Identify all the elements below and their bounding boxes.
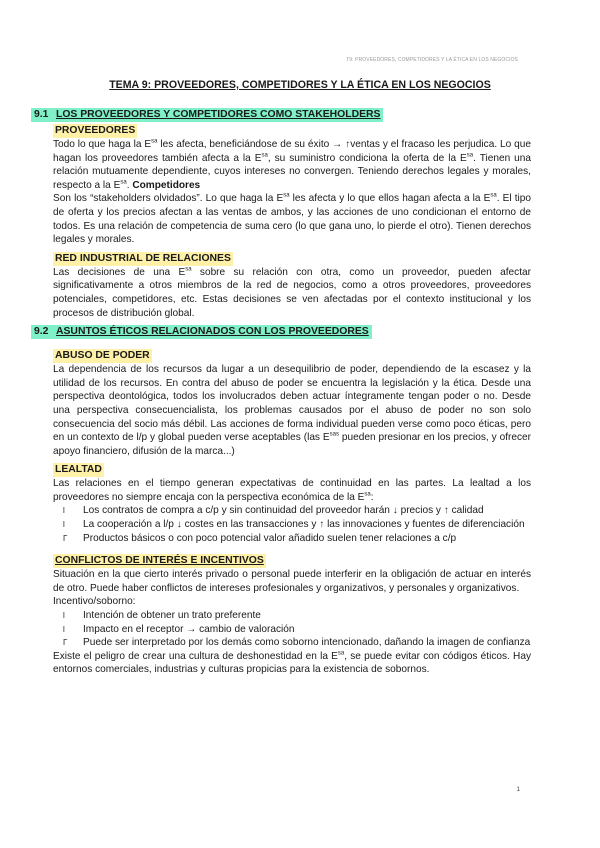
subheading-conflictos: CONFLICTOS DE INTERÉS E INCENTIVOS xyxy=(55,555,264,567)
paragraph-lealtad: Las relaciones en el tiempo generan expectativas de continuidad en las partes. La lealtad a los proveedores no siempre encaja con la perspectiva económica de la $E^{sa}$: xyxy=(53,478,531,503)
list-item: l Impacto en el receptor → cambio de valoración xyxy=(63,623,295,635)
section-title: LOS PROVEEDORES Y COMPETIDORES COMO STAKEHOLDERS xyxy=(56,109,381,120)
section-heading-9-1 xyxy=(31,108,383,122)
section-heading-9-2 xyxy=(31,325,372,339)
paragraph-competidores: Son los “stakeholders olvidados”. Lo que haga la $E^{sa}$ les afecta y lo que ellos hagan afecta a la $E^{sa}$. El tipo de oferta y los precios afectan a las ventas de ambos, y las acciones de uno condicionan el entorno de todos. Es una relación de competencia de suma cero (lo que gana uno, lo pierde el otro). Tienen derechos legales y morales. xyxy=(53,193,531,246)
subheading-proveedores: PROVEEDORES xyxy=(55,125,136,136)
soborno-list xyxy=(53,609,531,650)
list-item: Г Productos básicos o con poco potencial valor añadido suelen tener relaciones a c/p xyxy=(63,532,457,544)
soborno-label: Incentivo/soborno: xyxy=(53,596,136,608)
subheading-red-industrial: RED INDUSTRIAL DE RELACIONES xyxy=(55,252,231,264)
running-header: T9: PROVEEDORES, COMPETIDORES Y LA ÉTICA EN LOS NEGOCIOS xyxy=(346,57,518,63)
paragraph-conflictos: Situación en la que cierto interés privado o personal puede interferir en la obligación de actuar en interés de otro. Puede haber conflictos de intereses profesionales y organizativos, y personales y organizativos. xyxy=(53,569,531,594)
document-body xyxy=(34,108,531,677)
list-item: Г Puede ser interpretado por los demás como soborno intencionado, dañando la imagen de confianza xyxy=(63,637,531,649)
list-item: l Intención de obtener un trato preferente xyxy=(63,610,261,622)
subheading-abuso-de-poder: ABUSO DE PODER xyxy=(55,350,150,362)
list-item: l La cooperación a l/p ↓ costes en las transacciones y ↑ las innovaciones y fuentes de diferenciación xyxy=(63,519,525,531)
page-number: 1 xyxy=(516,787,520,793)
page-title: TEMA 9: PROVEEDORES, COMPETIDORES Y LA ÉTICA EN LOS NEGOCIOS xyxy=(109,79,491,91)
list-item: l Los contratos de compra a c/p y sin continuidad del proveedor harán ↓ precios y ↑ calidad xyxy=(63,505,484,517)
section-title: ASUNTOS ÉTICOS RELACIONADOS CON LOS PROVEEDORES xyxy=(56,326,369,338)
section-number: 9.2 xyxy=(34,326,49,338)
paragraph-red-industrial: Las decisiones de una $E^{sa}$ sobre su relación con otra, como un proveedor, pueden afectar significativamente a otros miembros de la red de negocios, como a otros proveedores, proveedores potenciales, competidores, etc. Estas decisiones se ven afectadas por el contexto institucional y los procesos de distribución global. xyxy=(53,266,531,319)
subheading-lealtad: LEALTAD xyxy=(55,464,102,476)
paragraph-proveedores: Todo lo que haga la $E^{sa}$ les afecta, beneficiándose de su éxito → ↑ventas y el fracaso les perjudica. Lo que hagan los proveedores también afecta a la $E^{sa}$, su suministro condiciona la oferta de la $E^{sa}$. Tienen una relación mutuamente dependiente, cuyos intereses no convergen. Teniendo derechos legales y morales, respecto a la $E^{sa}$. Competidores xyxy=(53,138,531,191)
section-number: 9.1 xyxy=(34,109,49,120)
competidores-label: Competidores xyxy=(132,179,201,191)
lealtad-list xyxy=(53,504,531,545)
paragraph-cultura: Existe el peligro de crear una cultura de deshonestidad en la $E^{sa}$, se puede evitar con códigos éticos. Hay entornos comerciales, industrias y culturas propicias para la existencia de sobornos. xyxy=(53,650,531,676)
paragraph-abuso-de-poder: La dependencia de los recursos da lugar a un desequilibrio de poder, dependiendo de la escasez y la utilidad de los recursos. En contra del abuso de poder se encuentra la legislación y la ética. Desde una perspectiva deontológica, todos los involucrados deben actuar íntegramente tengan poder o no. Desde una perspectiva consecuencialista, los problemas causados por el abuso de poder no son solo consecuencia del socio más débil. Las acciones de forma individual pueden verse como poco éticas, pero en un contexto de l/p y global pueden verse aceptables (las $E^{sas}$ pueden presionar en los precios, y ofrecer apoyo financiero, difusión de la marca...) xyxy=(53,364,531,457)
